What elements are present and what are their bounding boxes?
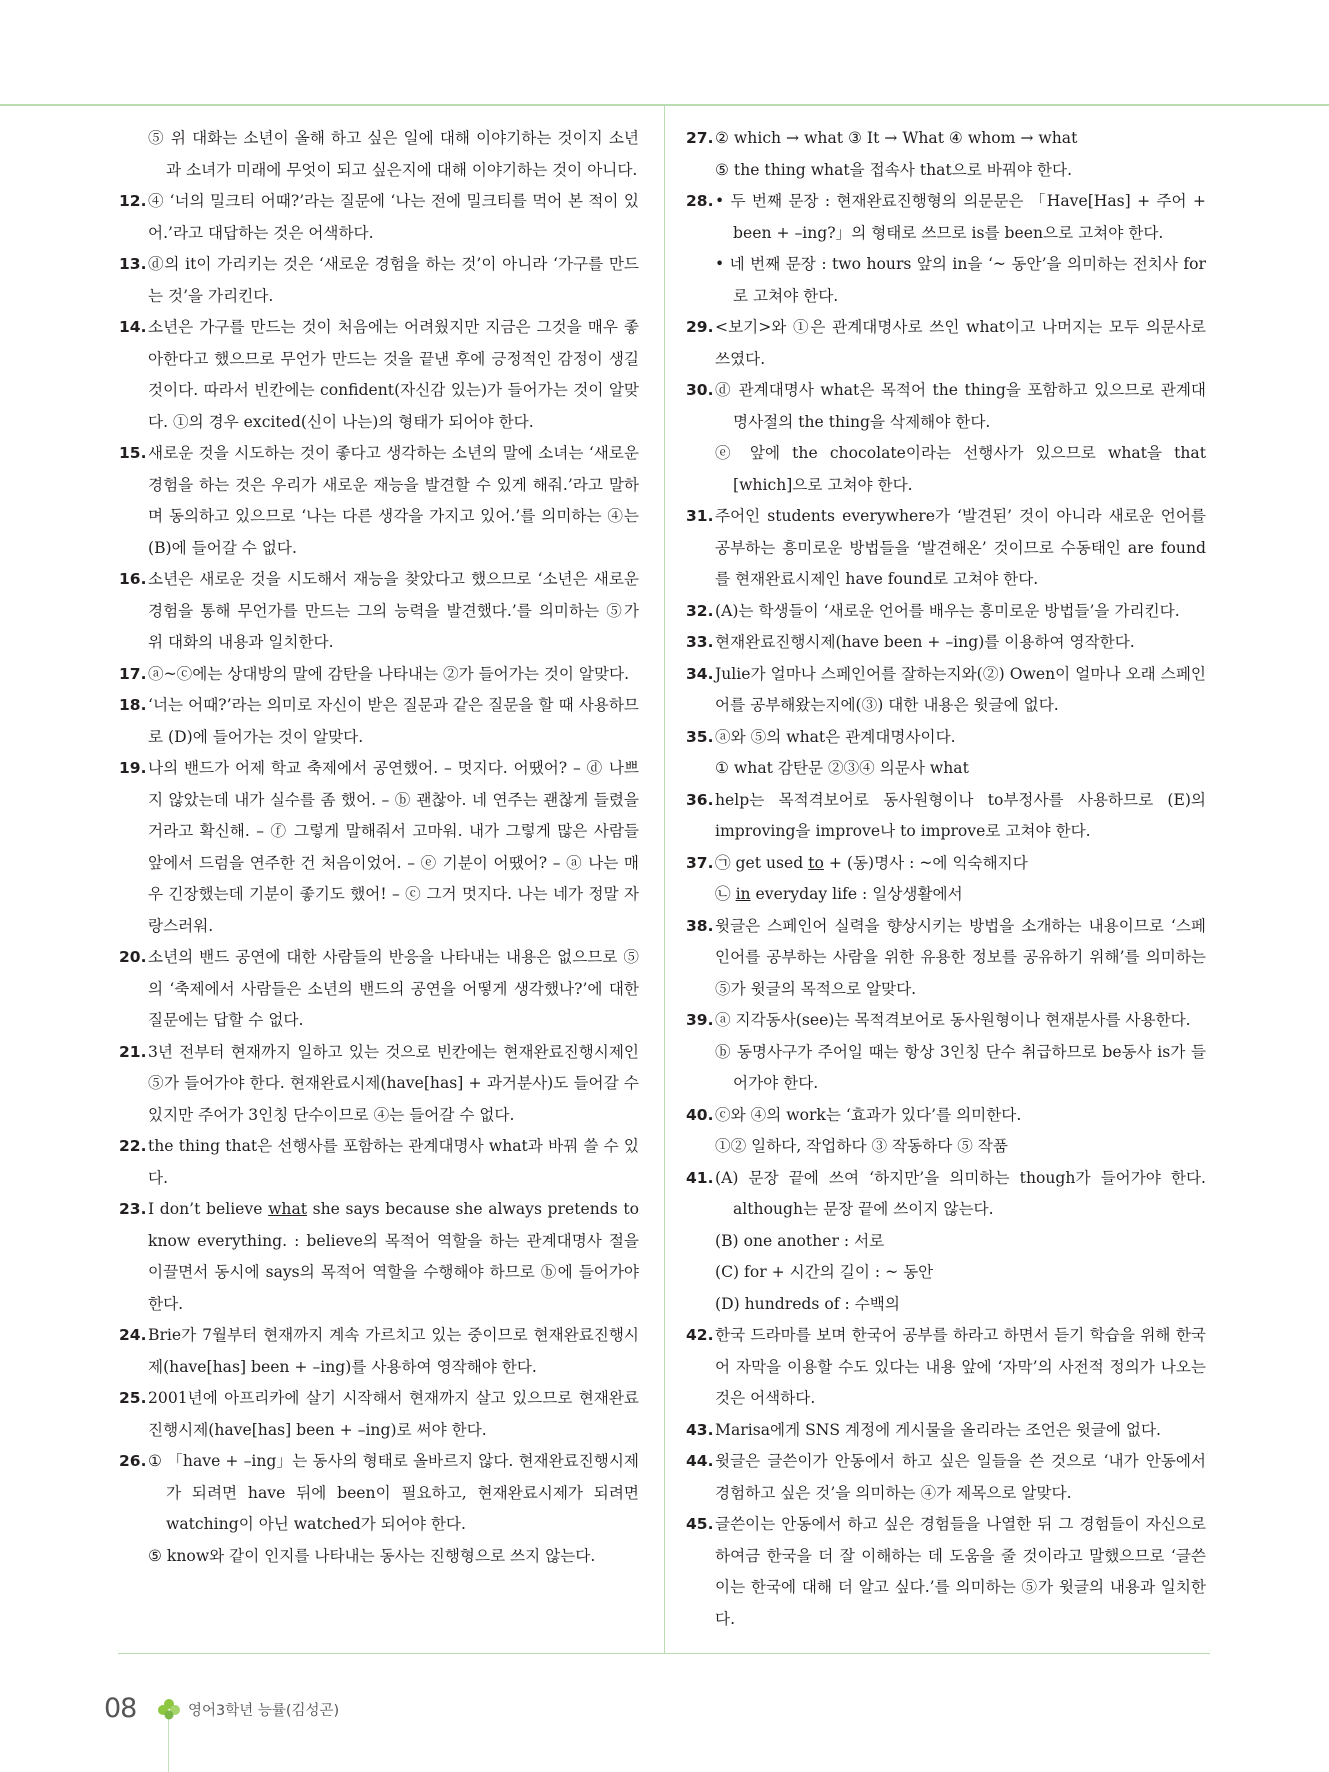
answer-37: [686, 848, 1206, 911]
answer-text: ‘너는 어때?’라는 의미로 자신이 받은 질문과 같은 질문을 할 때 사용하므로 (D)에 들어가는 것이 알맞다.: [148, 696, 639, 746]
answer-number: 44.: [686, 1452, 714, 1470]
answer-21: [119, 1037, 639, 1132]
answer-line: ② which → what ③ It → What ④ whom → what: [715, 129, 1078, 147]
answer-number: 35.: [686, 727, 714, 746]
answer-number: 21.: [119, 1042, 147, 1061]
book-title: 영어3학년 능률(김성곤): [188, 1703, 340, 1719]
answer-sub: ⓑ 동명사구가 주어일 때는 항상 3인칭 단수 취급하므로 be동사 is가 들어가야 한다.: [715, 1042, 1206, 1092]
answer-sub: ⓓ 관계대명사 what은 목적어 the thing을 포함하고 있으므로 관계대명사절의 the thing을 삭제해야 한다.: [715, 381, 1206, 431]
answer-text: 소년의 밴드 공연에 대한 사람들의 반응을 나타내는 내용은 없으므로 ⑤의 ‘축제에서 사람들은 소년의 밴드의 공연을 어떻게 생각했나?’에 대한 질문에는 답할 수 없다.: [148, 948, 639, 1029]
answer-text-part: ㉡: [715, 885, 736, 903]
leaf-clover-icon: [156, 1697, 182, 1723]
answer-text: Marisa에게 SNS 계정에 게시물을 올리라는 조언은 윗글에 없다.: [715, 1420, 1162, 1439]
answer-number: 17.: [119, 664, 147, 683]
answer-text: Julie가 얼마나 스페인어를 잘하는지와(②) Owen이 얼마나 오래 스페인어를 공부해왔는지에(③) 대한 내용은 윗글에 없다.: [715, 664, 1206, 714]
answer-34: [686, 659, 1206, 722]
answer-sub: ⑤ know와 같이 인지를 나타내는 동사는 진행형으로 쓰지 않는다.: [148, 1546, 596, 1565]
answer-sub: ⓔ 앞에 the chocolate이라는 선행사가 있으므로 what을 that [which]으로 고쳐야 한다.: [715, 444, 1206, 494]
right-column: [686, 123, 1206, 1635]
answer-number: 13.: [119, 255, 147, 273]
answer-number: 19.: [119, 759, 147, 777]
answer-25: [119, 1383, 639, 1446]
answer-45: [686, 1509, 1206, 1635]
answer-bullet: • 네 번째 문장 : two hours 앞의 in을 ‘~ 동안’을 의미하는 전치사 for로 고쳐야 한다.: [715, 255, 1206, 305]
answer-text: ④ ‘너의 밀크티 어때?’라는 질문에 ‘나는 전에 밀크티를 먹어 본 적이 있어.’라고 대답하는 것은 어색하다.: [148, 192, 639, 242]
answer-30: [686, 375, 1206, 501]
answer-number: 41.: [686, 1168, 714, 1187]
answer-26: [119, 1446, 639, 1572]
answer-text: 새로운 것을 시도하는 것이 좋다고 생각하는 소년의 말에 소녀는 ‘새로운 경험을 하는 것은 우리가 새로운 재능을 발견할 수 있게 해줘.’라고 말하며 동의하고 있으므로 ‘나는 다른 생각을 가지고 있어.’를 의미하는 ④는 (B)에 들어갈 수 없다.: [148, 444, 639, 557]
answer-text: help는 목적격보어로 동사원형이나 to부정사를 사용하므로 (E)의 improving을 improve나 to improve로 고쳐야 한다.: [715, 790, 1206, 840]
answer-number: 23.: [119, 1200, 147, 1218]
answer-number: 29.: [686, 318, 714, 336]
answer-12: [119, 186, 639, 249]
answer-text: ⓓ의 it이 가리키는 것은 ‘새로운 경험을 하는 것’이 아니라 ‘가구를 만드는 것’을 가리킨다.: [148, 255, 639, 305]
answer-15: [119, 438, 639, 564]
answer-number: 30.: [686, 381, 714, 399]
answer-39: [686, 1005, 1206, 1100]
answer-number: 38.: [686, 916, 714, 935]
answer-number: 18.: [119, 696, 147, 714]
answer-number: 28.: [686, 192, 714, 210]
answer-text: ⓐ~ⓒ에는 상대방의 말에 감탄을 나타내는 ②가 들어가는 것이 알맞다.: [148, 664, 630, 683]
answer-11-cont: ⑤ 위 대화는 소년이 올해 하고 싶은 일에 대해 이야기하는 것이지 소년과 소녀가 미래에 무엇이 되고 싶은지에 대해 이야기하는 것이 아니다.: [148, 129, 639, 179]
answer-number: 20.: [119, 948, 147, 966]
answer-number: 22.: [119, 1137, 147, 1155]
answer-19: [119, 753, 639, 942]
bottom-rule: [118, 1653, 1210, 1654]
column-divider: [664, 106, 665, 1654]
answer-41: [686, 1163, 1206, 1321]
answer-16: [119, 564, 639, 659]
underlined-word: in: [735, 885, 751, 903]
answer-number: 27.: [686, 129, 714, 147]
answer-number: 43.: [686, 1420, 714, 1439]
answer-number: 14.: [119, 318, 147, 336]
answer-line: [715, 879, 1206, 911]
answer-24: [119, 1320, 639, 1383]
answer-text: 윗글은 글쓴이가 안동에서 하고 싶은 일들을 쓴 것으로 ‘내가 안동에서 경험하고 싶은 것’을 의미하는 ④가 제목으로 알맞다.: [715, 1452, 1206, 1502]
answer-line: ⓐ와 ⑤의 what은 관계대명사이다.: [715, 727, 956, 746]
answer-text-part: she says because she always pretends to know everything. : believe의 목적어 역할을 하는 관계대명사 절을 이끌면서 동시에 says의 목적어 역할을 수행해야 하므로 ⓑ에 들어가야 한다.: [148, 1200, 639, 1313]
answer-text: 글쓴이는 안동에서 하고 싶은 경험들을 나열한 뒤 그 경험들이 자신으로 하여금 한국을 더 잘 이해하는 데 도움을 줄 것이라고 말했으므로 ‘글쓴이는 한국에 대해 더 알고 싶다.’를 의미하는 ⑤가 윗글의 내용과 일치한다.: [715, 1515, 1206, 1628]
answer-number: 42.: [686, 1326, 714, 1344]
answer-text: 주어인 students everywhere가 ‘발견된’ 것이 아니라 새로운 언어를 공부하는 흥미로운 방법들을 ‘발견해온’ 것이므로 수동태인 are found를 현재완료시제인 have found로 고쳐야 한다.: [715, 507, 1206, 588]
answer-sub: ⓐ 지각동사(see)는 목적격보어로 동사원형이나 현재분사를 사용한다.: [715, 1011, 1191, 1029]
answer-14: [119, 312, 639, 438]
answer-32: [686, 596, 1206, 628]
answer-38: [686, 911, 1206, 1006]
answer-13: [119, 249, 639, 312]
answer-33: [686, 627, 1206, 659]
answer-number: 45.: [686, 1515, 714, 1533]
answer-text-part: ㉠ get used: [715, 853, 809, 872]
answer-number: 24.: [119, 1326, 147, 1344]
left-column: [119, 123, 639, 1572]
underlined-word: what: [268, 1200, 308, 1218]
answer-number: 40.: [686, 1105, 714, 1124]
answer-sub: ① 「have + –ing」는 동사의 형태로 올바르지 않다. 현재완료진행시제가 되려면 have 뒤에 been이 필요하고, 현재완료시제가 되려면 watching이 아닌 watched가 되어야 한다.: [148, 1452, 639, 1533]
answer-36: [686, 785, 1206, 848]
answer-sub: (B) one another : 서로: [715, 1231, 885, 1250]
answer-text: Brie가 7월부터 현재까지 계속 가르치고 있는 중이므로 현재완료진행시제(have[has] been + –ing)를 사용하여 영작해야 한다.: [148, 1326, 639, 1376]
page-number: 08: [104, 1693, 137, 1724]
answer-text: 3년 전부터 현재까지 일하고 있는 것으로 빈칸에는 현재완료진행시제인 ⑤가 들어가야 한다. 현재완료시제(have[has] + 과거분사)도 들어갈 수 있지만 주어가 3인칭 단수이므로 ④는 들어갈 수 없다.: [148, 1042, 639, 1124]
answer-40: [686, 1100, 1206, 1163]
answer-number: 32.: [686, 601, 714, 620]
answer-44: [686, 1446, 1206, 1509]
answer-number: 31.: [686, 507, 714, 525]
answer-text: (A)는 학생들이 ‘새로운 언어를 배우는 흥미로운 방법들’을 가리킨다.: [715, 601, 1180, 620]
answer-number: 15.: [119, 444, 147, 462]
answer-text: 윗글은 스페인어 실력을 향상시키는 방법을 소개하는 내용이므로 ‘스페인어를 공부하는 사람을 위한 유용한 정보를 공유하기 위해’를 의미하는 ⑤가 윗글의 목적으로 알맞다.: [715, 916, 1206, 998]
answer-23: [119, 1194, 639, 1320]
answer-number: 12.: [119, 192, 147, 210]
answer-number: 16.: [119, 570, 147, 588]
answer-text: 나의 밴드가 어제 학교 축제에서 공연했어. – 멋지다. 어땠어? – ⓓ 나쁘지 않았는데 내가 실수를 좀 했어. – ⓑ 괜찮아. 네 연주는 괜찮게 들렸을 거라고 확신해. – ⓕ 그렇게 말해줘서 고마워. 내가 그렇게 많은 사람들 앞에서 드럼을 연주한 건 처음이었어. – ⓔ 기분이 어땠어? – ⓐ 나는 매우 긴장했는데 기분이 좋기도 했어! – ⓒ 그거 멋지다. 나는 네가 정말 자랑스러워.: [148, 759, 639, 935]
answer-number: 37.: [686, 853, 714, 872]
answer-text: 2001년에 아프리카에 살기 시작해서 현재까지 살고 있으므로 현재완료진행시제(have[has] been + –ing)로 써야 한다.: [148, 1389, 639, 1439]
answer-sub: (D) hundreds of : 수백의: [715, 1294, 900, 1313]
answer-line: ⑤ the thing what을 접속사 that으로 바꿔야 한다.: [715, 160, 1073, 179]
answer-text-part: everyday life : 일상생활에서: [750, 885, 963, 903]
answer-text: 한국 드라마를 보며 한국어 공부를 하라고 하면서 듣기 학습을 위해 한국어 자막을 이용할 수도 있다는 내용 앞에 ‘자막’의 사전적 정의가 나오는 것은 어색하다.: [715, 1326, 1206, 1407]
answer-29: [686, 312, 1206, 375]
answer-line: ⓒ와 ④의 work는 ‘효과가 있다’를 의미한다.: [715, 1105, 1022, 1124]
answer-number: 34.: [686, 664, 714, 683]
answer-bullet: • 두 번째 문장 : 현재완료진행형의 의문문은 「Have[Has] + 주어 + been + –ing?」의 형태로 쓰므로 is를 been으로 고쳐야 한다.: [715, 192, 1206, 242]
answer-20: [119, 942, 639, 1037]
answer-number: 25.: [119, 1389, 147, 1407]
answer-text: 소년은 새로운 것을 시도해서 재능을 찾았다고 했으므로 ‘소년은 새로운 경험을 통해 무언가를 만드는 그의 능력을 발견했다.’를 의미하는 ⑤가 위 대화의 내용과 일치한다.: [148, 570, 639, 651]
answer-line: ①② 일하다, 작업하다 ③ 작동하다 ⑤ 작품: [715, 1137, 1008, 1155]
answer-text: <보기>와 ①은 관계대명사로 쓰인 what이고 나머지는 모두 의문사로 쓰였다.: [715, 318, 1206, 368]
answer-line: [715, 848, 1206, 880]
answer-text: 현재완료진행시제(have been + –ing)를 이용하여 영작한다.: [715, 633, 1135, 651]
answer-number: 26.: [119, 1452, 147, 1470]
answer-number: 36.: [686, 790, 714, 809]
answer-27: [686, 123, 1206, 186]
answer-18: [119, 690, 639, 753]
answer-43: [686, 1415, 1206, 1447]
answer-line: ① what 감탄문 ②③④ 의문사 what: [715, 759, 969, 777]
answer-text-part: I don’t believe: [148, 1200, 269, 1218]
underlined-word: to: [808, 853, 824, 872]
answer-text-part: + (동)명사 : ~에 익숙해지다: [823, 853, 1028, 872]
answer-number: 33.: [686, 633, 714, 651]
answer-17: [119, 659, 639, 691]
answer-35: [686, 722, 1206, 785]
answer-text: the thing that은 선행사를 포함하는 관계대명사 what과 바꿔 쓸 수 있다.: [148, 1137, 639, 1187]
answer-28: [686, 186, 1206, 312]
answer-sub: (A) 문장 끝에 쓰여 ‘하지만’을 의미하는 though가 들어가야 한다. although는 문장 끝에 쓰이지 않는다.: [715, 1168, 1206, 1218]
answer-text: 소년은 가구를 만드는 것이 처음에는 어려웠지만 지금은 그것을 매우 좋아한다고 했으므로 무언가 만드는 것을 끝낸 후에 긍정적인 감정이 생길 것이다. 따라서 빈칸에는 confident(자신감 있는)가 들어가는 것이 알맞다. ①의 경우 excited(신이 나는)의 형태가 되어야 한다.: [148, 318, 639, 431]
answer-22: [119, 1131, 639, 1194]
answer-number: 39.: [686, 1011, 714, 1029]
answer-31: [686, 501, 1206, 596]
answer-sub: (C) for + 시간의 길이 : ~ 동안: [715, 1263, 934, 1281]
answer-42: [686, 1320, 1206, 1415]
